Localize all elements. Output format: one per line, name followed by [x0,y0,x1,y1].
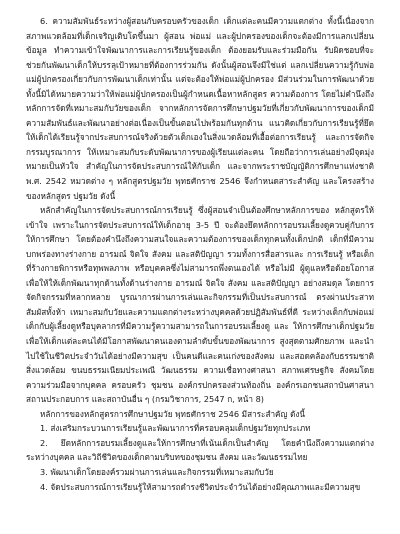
principles-list [26,421,374,494]
list-item: 3. พัฒนาเด็กโดยองค์รวมผ่านการเล่นและกิจกรรมที่เหมาะสมกับวัย [40,466,274,477]
paragraph-principles: หลักสำคัญในการจัดประสบการณ์การเรียนรู้ ซึ่งผู้สอนจำเป็นต้องศึกษาหลักการของ หลักสูตรให้เข้าใจ เพราะในการจัดประสบการณ์ให้เด็กอายุ 3-5 ปี จะต้องยึดหลักการอบรมเลี้ยงดูควบคู่กับการให้การศึกษา โดยต้องคำนึงถึงความสนใจและความต้องการของเด็กทุกคนทั้งเด็กปกติ เด็กที่มีความบกพร่องทางร่างกาย อารมณ์ จิตใจ สังคม และสติปัญญา รวมทั้งการสื่อสารและ การเรียนรู้ หรือเด็กที่ร้างกายพิการหรือทุพพลภาพ หรือบุคคลซึ่งไม่สามารถพึ่งตนเองได้ หรือไม่มี ผู้ดูแลหรือด้อยโอกาส เพื่อให้ให้เด็กพัฒนาทุกด้านทั้งด้านร่างกาย อารมณ์ จิตใจ สังคม และสติปัญญา อย่างสมดุล โดยการจัดกิจกรรมที่หลากหลาย บูรณาการผ่านการเล่นและกิจกรรมที่เป็นประสบการณ์ ตรงผ่านประสาทสัมผัสทั้งห้า เหมาะสมกับวัยและความแตกต่างระหว่างบุคคลด้วยปฏิสัมพันธ์ที่ดี ระหว่างเด็กกับพ่อแม่ เด็กกับผู้เลี้ยงดูหรือบุคลากรที่มีความรู้ความสามารถในการอบรมเลี้ยงดู และ ให้การศึกษาเด็กปฐมวัย เพื่อให้เด็กแต่ละคนได้มีโอกาสพัฒนาตนเองตามลำดับขั้นของพัฒนาการ สูงสุดตามศักยภาพ และนำไปใช้ในชีวิตประจำวันได้อย่างมีความสุข เป็นคนดีและคนเก่งของสังคม และสอดคล้องกับธรรมชาติ สิ่งแวดล้อม ขนบธรรมเนียมประเพณี วัฒนธรรม ความเชื่อทางศาสนา สภาพเศรษฐกิจ สังคมโดยความร่วมมือจากบุคคล ครอบครัว ชุมชน องค์กรปกครองส่วนท้องถิ่น องค์กรเอกชนสถาบันศาสนา สถานประกอบการ และสถาบันอื่น ๆ (กรมวิชาการ, 2547 ก, หน้า 8) [26,205,374,405]
document-body [26,14,374,494]
paragraph-curriculum-intro: หลักการของหลักสูตรการศึกษาปฐมวัย พุทธศักราช 2546 มีสาระสำคัญ ดังนี้ [40,408,306,419]
list-item: 2. ยึดหลักการอบรมเลี้ยงดูและให้การศึกษาที่เน้นเด็กเป็นสำคัญ โดยคำนึงถึงความแตกต่างระหว่างบุคคล และวิถีชีวิตของเด็กตามบริบทของชุมชน สังคม และวัฒนธรรมไทย [26,437,374,463]
list-item: 1. ส่งเสริมกระบวนการเรียนรู้และพัฒนาการที่ครอบคลุมเด็กปฐมวัยทุกประเภท [40,423,311,434]
paragraph-item-6: 6. ความสัมพันธ์ระหว่างผู้สอนกับครอบครัวของเด็ก เด็กแต่ละคนมีความแตกต่าง ทั้งนี้เนื่องจากสภาพแวดล้อมที่เด็กเจริญเติบโตขึ้นมา ผู้สอน พ่อแม่ และผู้ปกครองของเด็กจะต้องมีการแลกเปลี่ยนข้อมูล ทำความเข้าใจพัฒนาการและการเรียนรู้ของเด็ก ต้องยอมรับและร่วมมือกัน รับผิดชอบที่จะช่วยกันพัฒนาเด็กให้บรรลุเป้าหมายที่ต้องการร่วมกัน ดังนั้นผู้สอนจึงมีใช่แต่ แลกเปลี่ยนความรู้กับพ่อแม่ผู้ปกครองเกี่ยวกับการพัฒนาเด็กเท่านั้น แต่จะต้องให้พ่อแม่ผู้ปกครอง มีส่วนร่วมในการพัฒนาด้วย ทั้งนี้มิได้หมายความว่าให้พ่อแม่ผู้ปกครองเป็นผู้กำหนดเนื้อหาหลักสูตร ความต้องการ โดยไม่คำนึงถึงหลักการจัดที่เหมาะสมกับวัยของเด็ก จากหลักการจัดการศึกษาปฐมวัยที่เกี่ยวกับพัฒนาการของเด็กมีความสัมพันธ์และพัฒนาอย่างต่อเนื่องเป็นขั้นตอนไปพร้อมกันทุกด้าน แนวคิดเกี่ยวกับการเรียนรู้ที่ยึดให้เด็กได้เรียนรู้จากประสบการณ์จริงด้วยตัวเด็กเองในสิ่งแวดล้อมที่เอื้อต่อการเรียนรู้ และการจัดกิจกรรมบูรณาการ ให้เหมาะสมกับระดับพัฒนาการของผู้เรียนแต่ละคน โดยถือว่าการเล่นอย่างมีจุดมุ่งหมายเป็นหัวใจ สำคัญในการจัดประสบการณ์ให้กับเด็ก และจากพระราชบัญญัติการศึกษาแห่งชาติ พ.ศ. 2542 หมวดต่าง ๆ หลักสูตรปฐมวัย พุทธศักราช 2546 จึงกำหนดสาระสำคัญ และโครงสร้างของหลักสูตร ปฐมวัย ดังนี้ [26,16,374,201]
list-item: 4. จัดประสบการณ์การเรียนรู้ให้สามารถดำรงชีวิตประจำวันได้อย่างมีคุณภาพและมีความสุข [40,481,361,492]
